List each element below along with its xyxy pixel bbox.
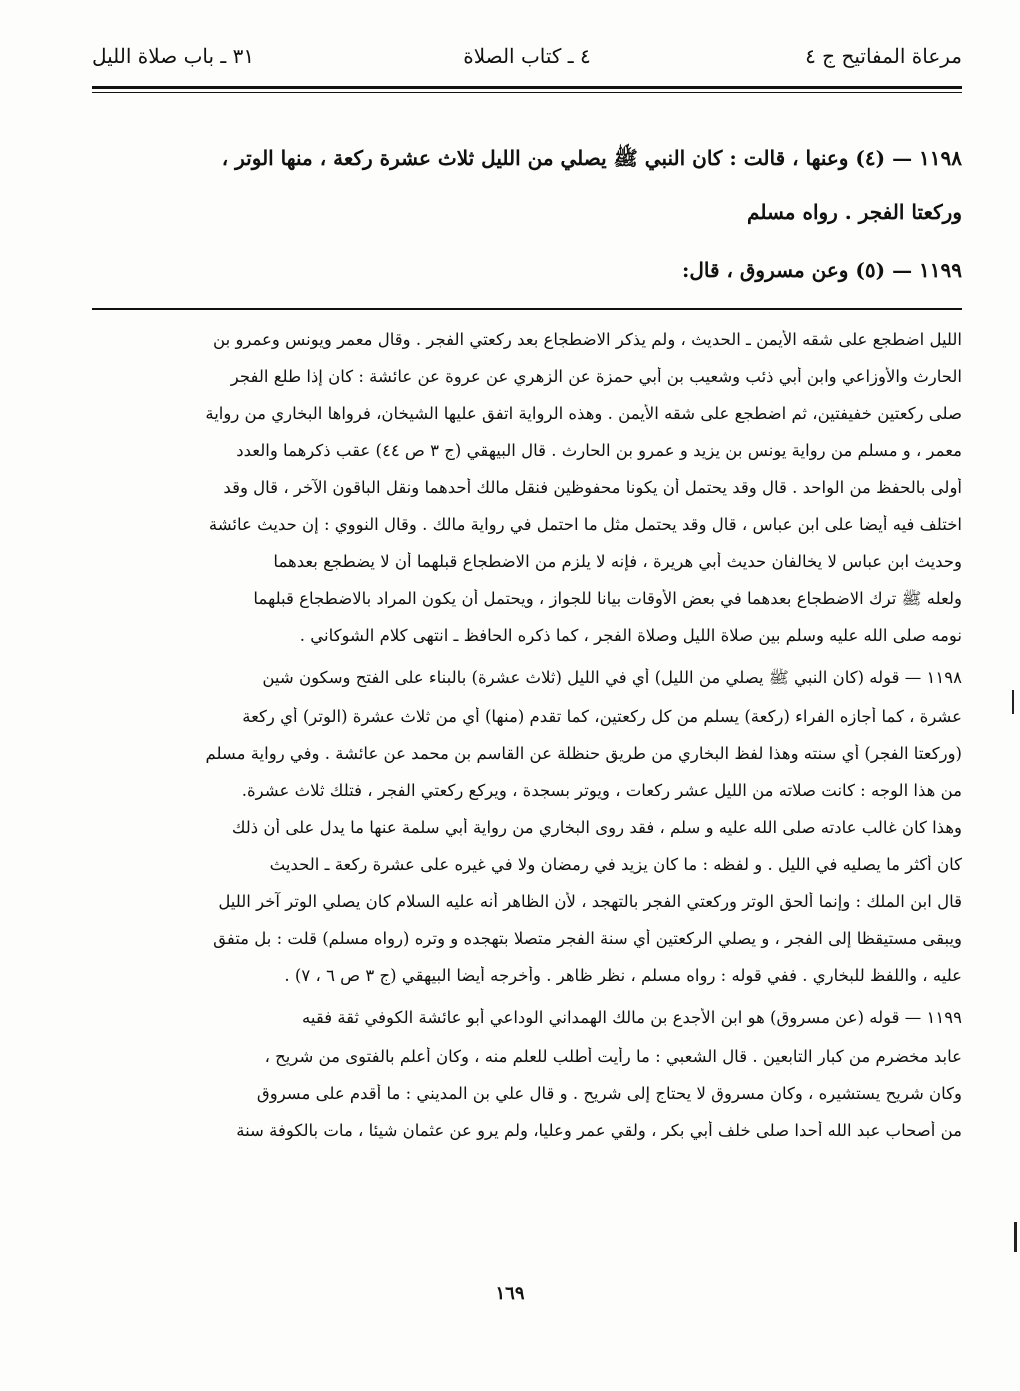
header-rule-thick xyxy=(92,86,962,89)
header-chapter-title: ٣١ ـ باب صلاة الليل xyxy=(92,44,255,68)
commentary-line: عابد مخضرم من كبار التابعين . قال الشعبي : ما رأيت أطلب للعلم منه ، وكان أعلم بالفتوى من شريح ، xyxy=(264,1047,962,1066)
commentary-line: عشرة ، كما أجازه الفراء (ركعة) يسلم من كل ركعتين، كما تقدم (منها) أي من ثلاث عشرة (الوتر) أي ركعة xyxy=(242,707,962,726)
commentary-line: صلى ركعتين خفيفتين، ثم اضطجع على شقه الأيمن . وهذه الرواية اتفق عليها الشيخان، فرواها البخاري من رواية xyxy=(205,404,962,423)
running-header xyxy=(92,38,962,82)
commentary-line: من أصحاب عبد الله أحدا صلى خلف أبي بكر ، ولقي عمر وعليا، ولم يرو عن عثمان شيئا ، مات بالكوفة سنة xyxy=(236,1121,962,1140)
commentary-line: اختلف فيه أيضا على ابن عباس ، قال وقد يحتمل مثل ما احتمل في رواية مالك . وقال النووي : إن حديث عائشة xyxy=(208,515,962,534)
commentary-line: ولعله ﷺ ترك الاضطجاع بعدهما في بعض الأوقات بيانا للجواز ، ويحتمل أن يكون المراد بالاضطجاع قبلهما xyxy=(253,589,962,608)
matn-commentary-separator xyxy=(92,308,962,310)
commentary-line: (وركعتا الفجر) أي سنته وهذا لفظ البخاري من طريق حنظلة عن القاسم بن محمد عن عائشة . وفي رواية مسلم xyxy=(205,744,962,763)
commentary-line: الليل اضطجع على شقه الأيمن ـ الحديث ، ولم يذكر الاضطجاع بعد ركعتي الفجر . وقال معمر ويونس وعمرو بن xyxy=(213,330,962,349)
commentary-line: نومه صلى الله عليه وسلم بين صلاة الليل وصلاة الفجر ، كما ذكره الحافظ ـ انتهى كلام الشوكاني . xyxy=(299,626,962,645)
commentary-line: من هذا الوجه : كانت صلاته من الليل عشر ركعات ، ويوتر بسجدة ، ويركع ركعتي الفجر ، فتلك ثلاث عشرة. xyxy=(241,781,962,800)
commentary-line: معمر ، و مسلم من رواية يونس بن يزيد و عمرو بن الحارث . قال البيهقي (ج ٣ ص ٤٤) عقب ذكرهما والعدد xyxy=(236,441,962,460)
commentary-1198-heading-line: ١١٩٨ — قوله (كان النبي ﷺ يصلي من الليل) أي في الليل (ثلاث عشرة) بالبناء على الفتح وسكون شين xyxy=(262,668,962,687)
scan-artifact xyxy=(1012,690,1014,714)
commentary-1199-heading-line: ١١٩٩ — قوله (عن مسروق) هو ابن الأجدع بن مالك الهمداني الوداعي أبو عائشة الكوفي ثقة فقيه xyxy=(302,1008,962,1027)
hadith-1198-line-1: ١١٩٨ — (٤) وعنها ، قالت : كان النبي ﷺ يصلي من الليل ثلاث عشرة ركعة ، منها الوتر ، xyxy=(221,146,962,170)
commentary-line: وكان شريح يستشيره ، وكان مسروق لا يحتاج إلى شريح . و قال علي بن المديني : ما أقدم على مسروق xyxy=(256,1084,962,1103)
commentary-line: عليه ، واللفظ للبخاري . ففي قوله : رواه مسلم ، نظر ظاهر . وأخرجه أيضا البيهقي (ج ٣ ص ٦ ، ٧) . xyxy=(284,966,962,985)
commentary-line: كان أكثر ما يصليه في الليل . و لفظه : ما كان يزيد في رمضان ولا في غيره على عشرة ركعة ـ الحديث xyxy=(269,855,962,874)
commentary-line: قال ابن الملك : وإنما ألحق الوتر وركعتي الفجر بالتهجد ، لأن الظاهر أنه عليه السلام كان يصلي الوتر آخر الليل xyxy=(218,892,962,911)
header-rule-thin xyxy=(92,92,962,93)
commentary-line: وهذا كان غالب عادته صلى الله عليه و سلم ، فقد روى البخاري من رواية أبي سلمة عنها ما يدل على أن ذلك xyxy=(231,818,962,837)
hadith-1198-line-2: وركعتا الفجر . رواه مسلم xyxy=(747,200,962,224)
hadith-1199-line-1: ١١٩٩ — (٥) وعن مسروق ، قال: xyxy=(681,258,962,282)
commentary-line: وحديث ابن عباس لا يخالفان حديث أبي هريرة ، فإنه لا يلزم من الاضطجاع قبلهما أن لا يضطجع بعدهما xyxy=(273,552,962,571)
commentary-line: الحارث والأوزاعي وابن أبي ذئب وشعيب بن أبي حمزة عن الزهري عن عروة عن عائشة : كان إذا طلع الفجر xyxy=(230,367,962,386)
header-book-volume: مرعاة المفاتيح ج ٤ xyxy=(805,44,962,68)
commentary-line: أولى بالحفظ من الواحد . قال وقد يحتمل أن يكونا محفوظين فنقل مالك أحدهما ونقل الباقون الآخر ، قال وقد xyxy=(223,478,962,497)
header-book-title: ٤ ـ كتاب الصلاة xyxy=(463,44,591,68)
scan-artifact xyxy=(1014,1222,1017,1252)
page-number: ١٦٩ xyxy=(495,1283,525,1304)
commentary-line: ويبقى مستيقظا إلى الفجر ، و يصلي الركعتين أي سنة الفجر متصلا بتهجده و وتره (رواه مسلم) قلت : بل متفق xyxy=(213,929,962,948)
